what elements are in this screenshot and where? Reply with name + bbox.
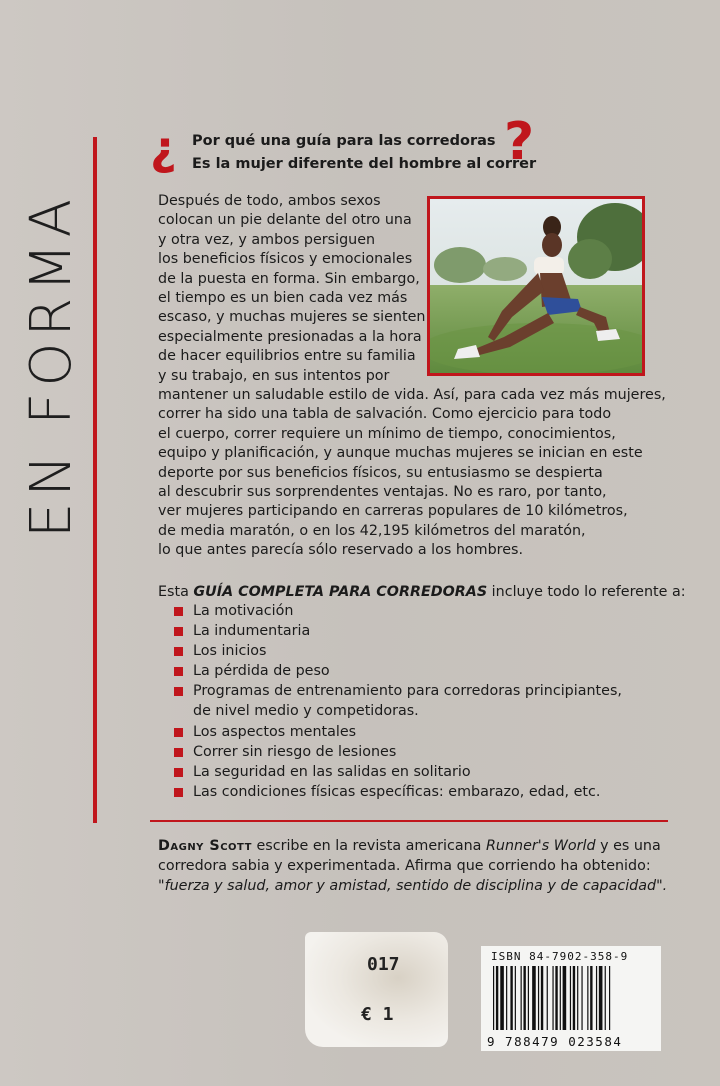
list-item-text: Programas de entrenamiento para corredoras principiantes, — [193, 683, 622, 700]
red-square-bullet-icon — [174, 667, 183, 676]
isbn-number: ISBN 84-7902-358-9 — [491, 950, 629, 963]
paragraph-line: de media maratón, o en los 42,195 kilómetros del maratón, — [158, 522, 586, 539]
red-square-bullet-icon — [174, 647, 183, 656]
guide-title: GUÍA COMPLETA PARA CORREDORAS — [193, 584, 488, 600]
author-bio-line-2: corredora sabia y experimentada. Afirma que corriendo ha obtenido: — [158, 858, 651, 874]
list-item-text: Los inicios — [193, 643, 267, 660]
list-item-text: La indumentaria — [193, 623, 311, 640]
paragraph-line: especialmente presionadas a la hora — [158, 328, 422, 345]
paragraph-line: de hacer equilibrios entre su familia — [158, 348, 416, 365]
red-square-bullet-icon — [174, 768, 183, 777]
runner-stretching-photo — [427, 196, 645, 376]
paragraph-line: y su trabajo, en sus intentos por — [158, 367, 390, 384]
paragraph-line: escaso, y muchas mujeres se sienten — [158, 309, 426, 326]
paragraph-line: lo que antes parecía sólo reservado a los hombres. — [158, 542, 524, 559]
list-item-text: La pérdida de peso — [193, 663, 330, 680]
red-square-bullet-icon — [174, 687, 183, 696]
paragraph-line: ver mujeres participando en carreras populares de 10 kilómetros, — [158, 503, 628, 520]
list-item-text: Correr sin riesgo de lesiones — [193, 743, 397, 760]
paragraph-line: los beneficios físicos y emocionales — [158, 251, 413, 268]
question-line-1: Por qué una guía para las corredoras — [192, 133, 496, 149]
price-sticker — [305, 932, 448, 1047]
paragraph-line: deporte por sus beneficios físicos, su entusiasmo se despierta — [158, 464, 603, 481]
paragraph-line: colocan un pie delante del otro una — [158, 212, 412, 229]
paragraph-line: correr ha sido una tabla de salvación. Como ejercicio para todo — [158, 406, 612, 423]
list-item — [174, 661, 622, 681]
paragraph-line: Después de todo, ambos sexos — [158, 193, 381, 209]
closing-question-mark: ? — [504, 112, 535, 172]
list-item-text: La motivación — [193, 603, 294, 619]
red-square-bullet-icon — [174, 607, 183, 616]
sticker-price: € 1 — [361, 1004, 394, 1025]
list-item — [174, 742, 622, 762]
list-item — [174, 722, 622, 742]
list-item — [174, 601, 622, 621]
author-bio-text: escribe en la revista americana — [251, 838, 486, 854]
paragraph-line: al descubrir sus sorprendentes ventajas. No es raro, por tanto, — [158, 484, 607, 500]
list-item — [174, 782, 622, 802]
paragraph-line: el cuerpo, correr requiere un mínimo de tiempo, conocimientos, — [158, 425, 616, 442]
red-square-bullet-icon — [174, 627, 183, 636]
red-vertical-rule — [93, 137, 97, 823]
red-square-bullet-icon — [174, 788, 183, 797]
list-item — [174, 762, 622, 782]
paragraph-line: y otra vez, y ambos persiguen — [158, 231, 376, 248]
author-bio-text: y es una — [595, 838, 661, 854]
list-item-text: Los aspectos mentales — [193, 723, 357, 740]
ean-number: 9 788479 023584 — [487, 1034, 623, 1049]
list-item-continuation: de nivel medio y competidoras. — [193, 703, 419, 720]
author-bio — [158, 836, 667, 896]
paragraph-line: mantener un saludable estilo de vida. Así, para cada vez más mujeres, — [158, 387, 666, 403]
opening-question-mark: ¿ — [150, 121, 177, 175]
paragraph-line: equipo y planificación, y aunque muchas mujeres se inician en este — [158, 445, 643, 462]
list-item — [174, 681, 622, 721]
paragraph-line: de la puesta en forma. Sin embargo, — [158, 270, 420, 287]
series-title: EN FORMA — [18, 192, 84, 538]
list-item-text: Las condiciones físicas específicas: embarazo, edad, etc. — [193, 783, 601, 800]
paragraph-line: el tiempo es un bien cada vez más — [158, 290, 408, 306]
red-horizontal-rule — [150, 820, 668, 822]
author-name: Dagny Scott — [158, 838, 252, 854]
magazine-name: Runner's World — [486, 838, 596, 854]
sticker-code: 017 — [367, 954, 400, 975]
photo-illustration — [430, 199, 642, 373]
guide-intro-prefix: Esta — [158, 584, 194, 600]
list-item — [174, 621, 622, 641]
red-square-bullet-icon — [174, 728, 183, 737]
guide-intro-suffix: incluye todo lo referente a: — [487, 584, 686, 600]
isbn-barcode — [481, 946, 661, 1051]
list-item-text: La seguridad en las salidas en solitario — [193, 763, 471, 780]
guide-intro — [158, 583, 686, 602]
topics-list — [174, 601, 622, 802]
barcode-bars-icon — [493, 966, 649, 1032]
list-item — [174, 641, 622, 661]
author-bio-line-1 — [158, 836, 667, 856]
question-heading — [150, 112, 540, 178]
question-line-2: Es la mujer diferente del hombre al correr — [192, 156, 537, 172]
red-square-bullet-icon — [174, 748, 183, 757]
author-quote: "fuerza y salud, amor y amistad, sentido de disciplina y de capacidad". — [158, 878, 668, 894]
